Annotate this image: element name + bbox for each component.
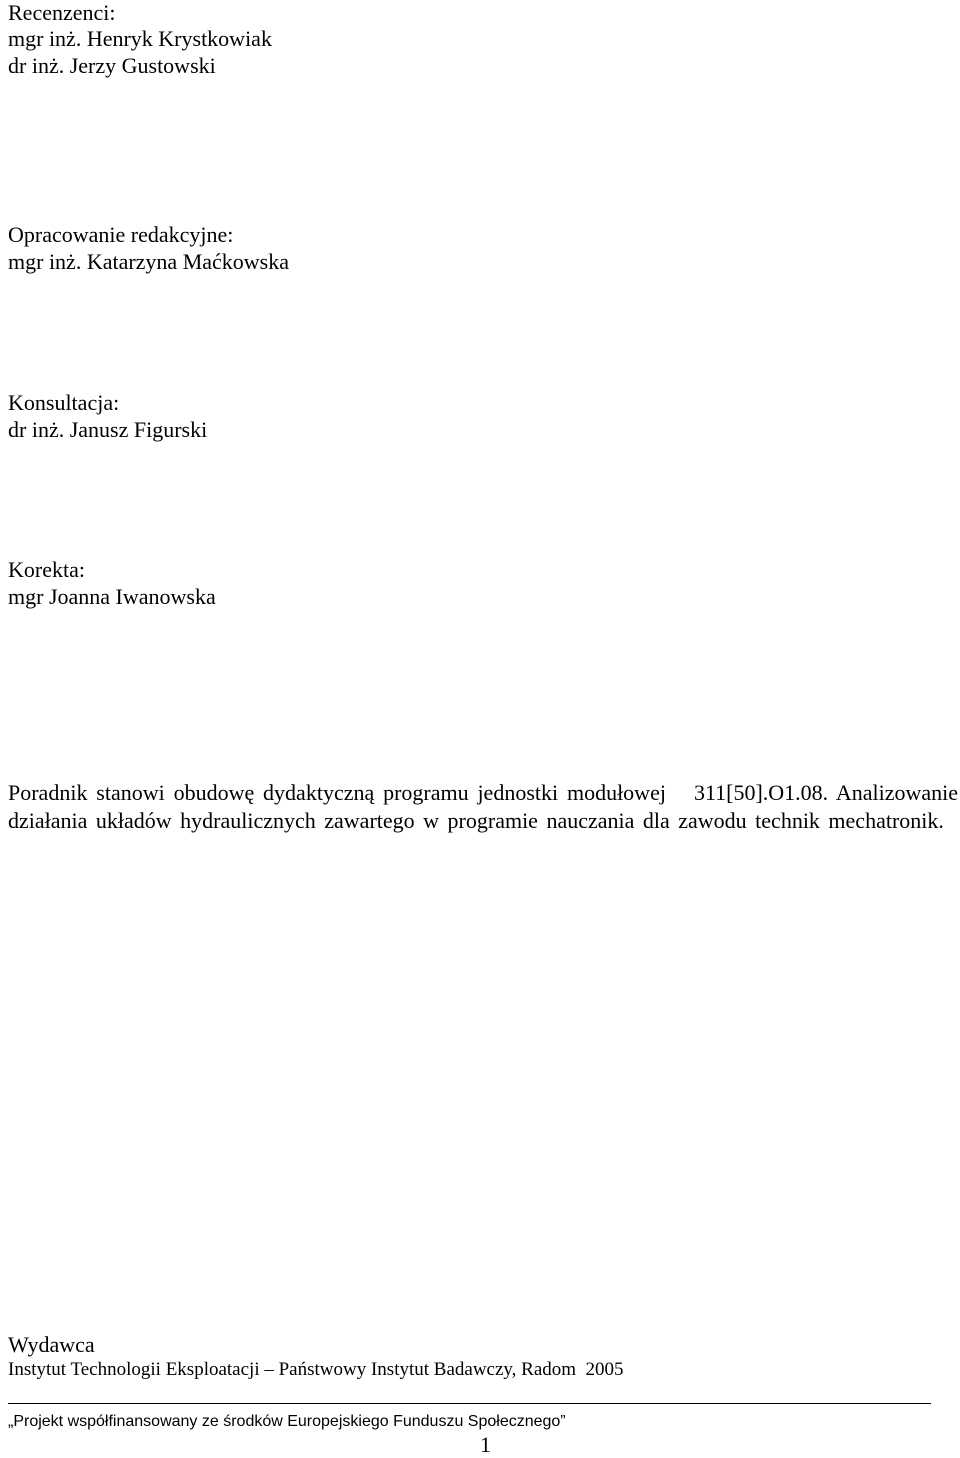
page-number: 1 (480, 1432, 491, 1457)
reviewers-label: Recenzenci: (8, 0, 116, 25)
footer-note: „Projekt współfinansowany ze środków Europejskiego Funduszu Społecznego” (8, 1413, 566, 1430)
description-continuation: Analizowanie działania układów hydraulicznych zawartego w programie nauczania dla zawodu technik mechatronik. (8, 780, 958, 833)
publisher-label: Wydawca (8, 1332, 95, 1357)
consultation-label: Konsultacja: (8, 390, 120, 415)
publisher-name: Instytut Technologii Eksploatacji – Państwowy Instytut Badawczy, Radom 2005 (8, 1359, 624, 1380)
proofreading-label: Korekta: (8, 557, 85, 582)
editor-name: mgr inż. Katarzyna Maćkowska (8, 249, 290, 274)
consultant-name: dr inż. Janusz Figurski (8, 417, 208, 442)
proofreader-name: mgr Joanna Iwanowska (8, 584, 216, 609)
description-text: Poradnik stanowi obudowę dydaktyczną programu jednostki modułowej (8, 780, 666, 805)
reviewer-name: mgr inż. Henryk Krystkowiak (8, 26, 272, 51)
editing-label: Opracowanie redakcyjne: (8, 222, 234, 247)
reviewer-name: dr inż. Jerzy Gustowski (8, 53, 216, 78)
module-code: 311[50].O1.08. (693, 780, 829, 805)
description-paragraph (8, 779, 958, 835)
footer-divider (8, 1403, 931, 1404)
